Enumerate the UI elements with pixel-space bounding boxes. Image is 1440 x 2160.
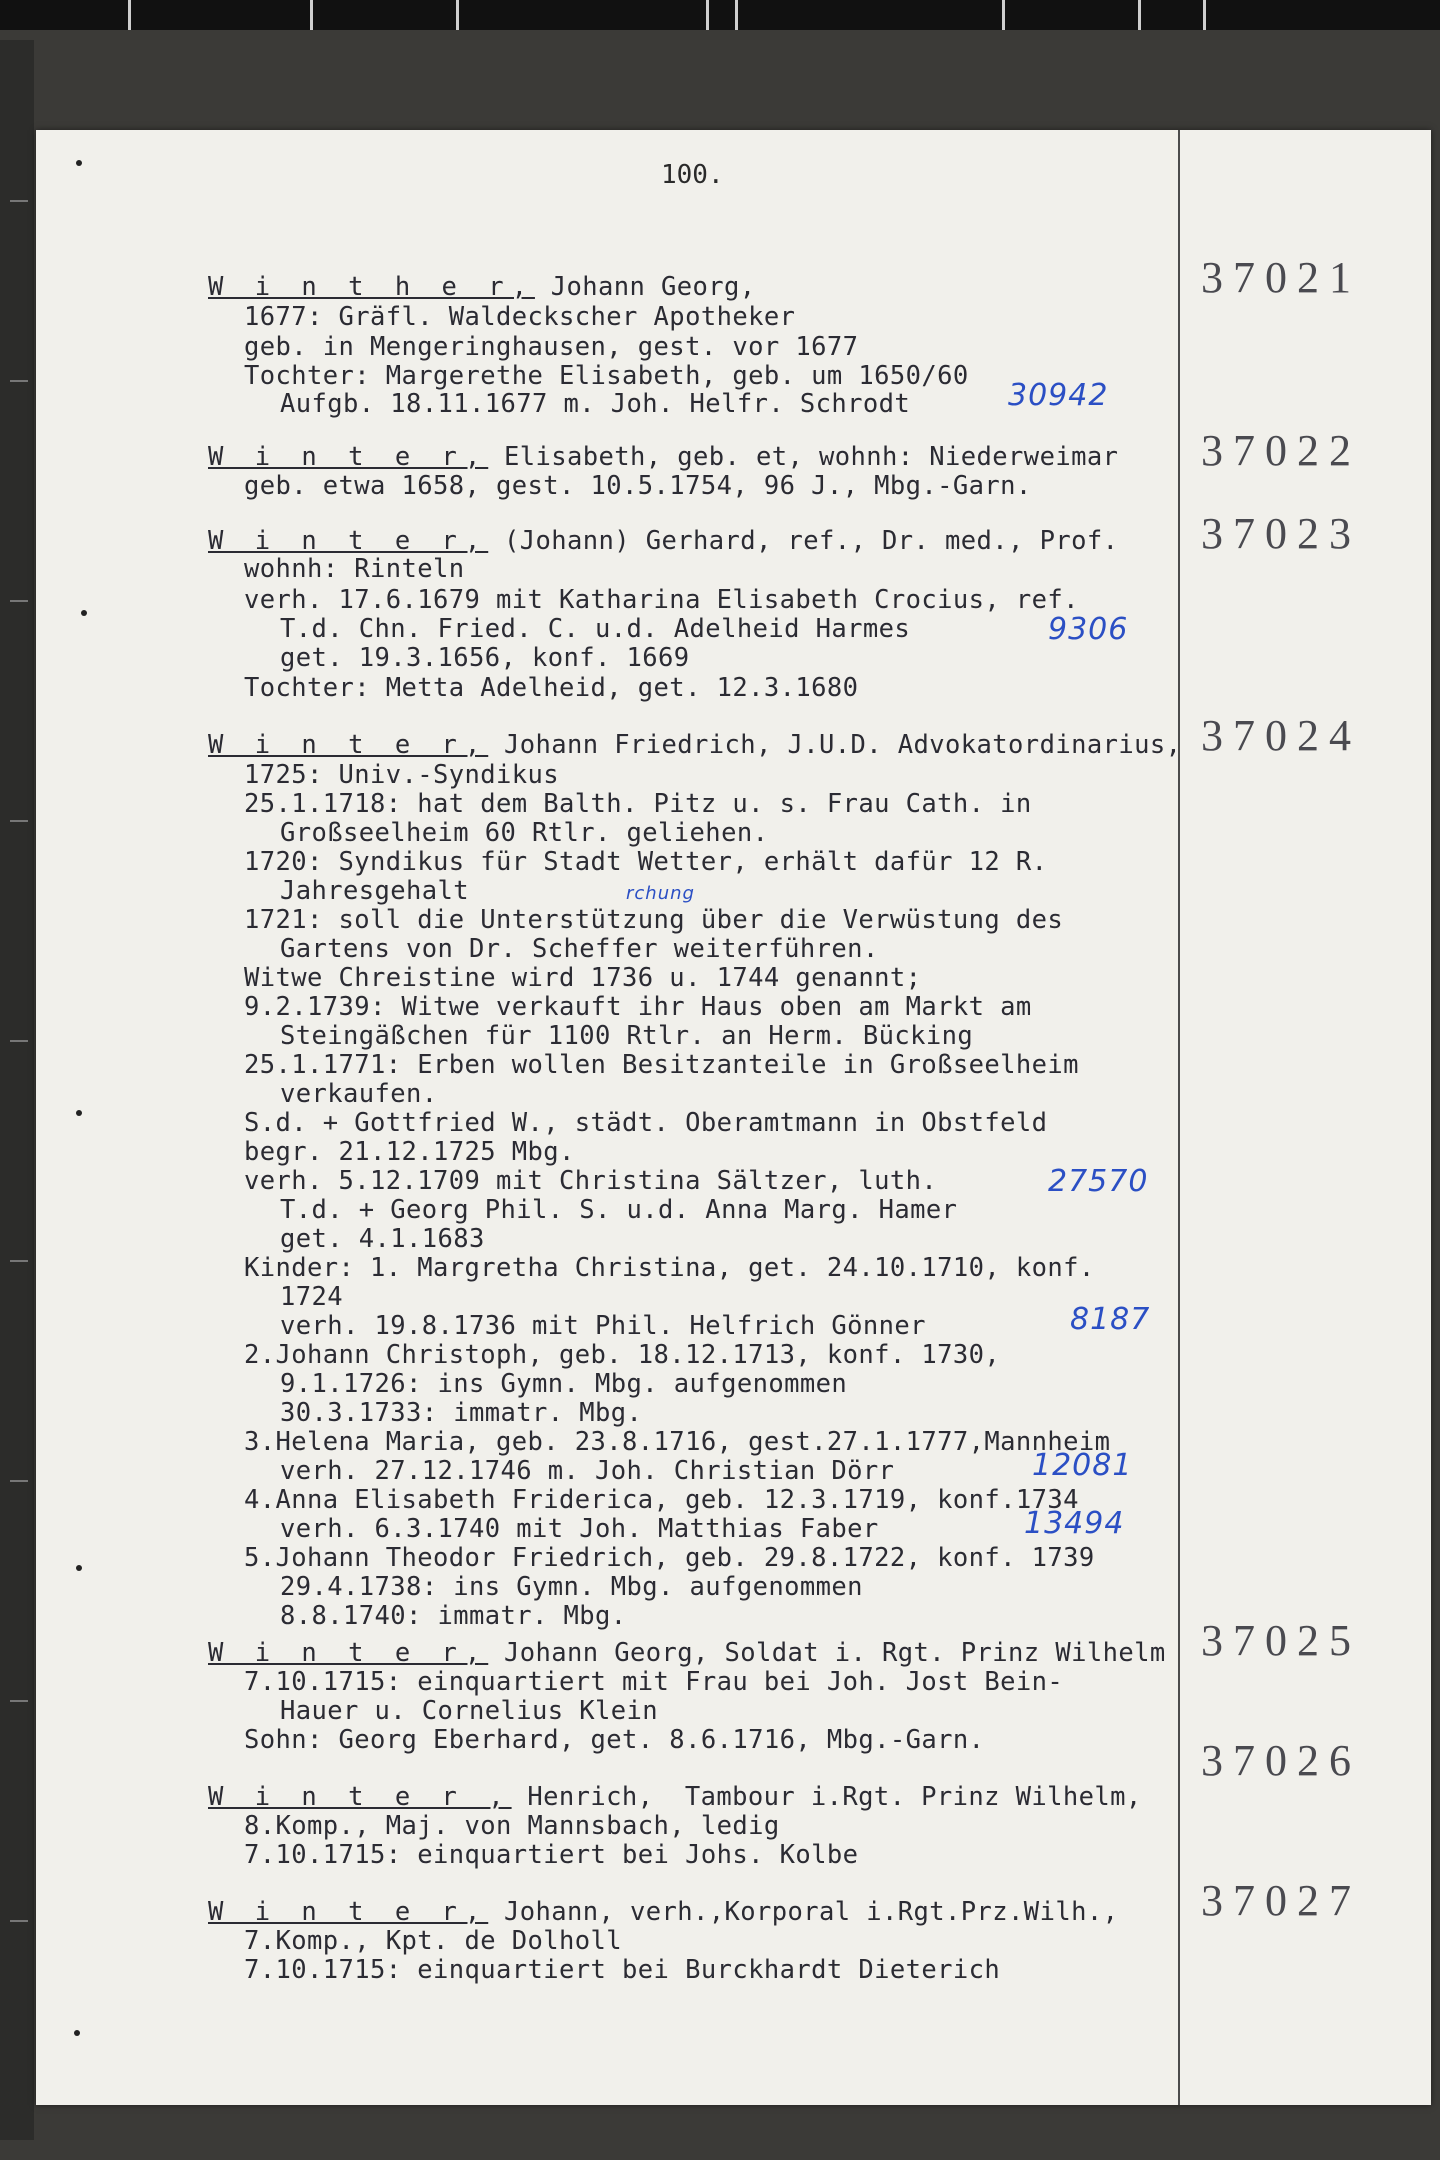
- entry-line: Großseelheim 60 Rtlr. geliehen.: [280, 818, 769, 848]
- film-tick: [128, 0, 131, 30]
- entry-line: verh. 27.12.1746 m. Joh. Christian Dörr: [280, 1456, 895, 1486]
- entry-line: Steingäßchen für 1100 Rtlr. an Herm. Bücking: [280, 1021, 974, 1051]
- given-name: Johann Friedrich, J.U.D. Advokatordinarius,: [488, 730, 1182, 760]
- entry-line: T.d. Chn. Fried. C. u.d. Adelheid Harmes: [280, 614, 911, 644]
- film-edge-left: [0, 40, 34, 2140]
- entry-line: 30.3.1733: immatr. Mbg.: [280, 1398, 643, 1428]
- handwritten-correction: rchung: [626, 883, 695, 904]
- entry-line: 7.Komp., Kpt. de Dolholl: [244, 1926, 623, 1956]
- punch-dot: [76, 1565, 82, 1571]
- handwritten-ref: 9306: [1048, 612, 1129, 647]
- handwritten-ref: 8187: [1070, 1302, 1151, 1337]
- punch-dot: [76, 1110, 82, 1116]
- punch-dot: [81, 610, 87, 616]
- film-tick: [706, 0, 709, 30]
- entry-line: S.d. + Gottfried W., städt. Oberamtmann in Obstfeld: [244, 1108, 1048, 1138]
- entry-heading: [208, 730, 1181, 760]
- entry-heading: [208, 1897, 1118, 1927]
- entry-line: 1725: Univ.-Syndikus: [244, 760, 560, 790]
- entry-line: Tochter: Margerethe Elisabeth, geb. um 1650/60: [244, 361, 969, 391]
- entry-line: T.d. + Georg Phil. S. u.d. Anna Marg. Hamer: [280, 1195, 958, 1225]
- film-tick: [1138, 0, 1141, 30]
- entry-heading: [208, 526, 1118, 556]
- entry-line: begr. 21.12.1725 Mbg.: [244, 1137, 575, 1167]
- film-tick: [1002, 0, 1005, 30]
- given-name: Johann, verh.,Korporal i.Rgt.Prz.Wilh.,: [488, 1897, 1119, 1927]
- entry-line: 1724: [280, 1282, 344, 1312]
- given-name: Elisabeth, geb. et, wohnh: Niederweimar: [488, 442, 1119, 472]
- entry-line: 1720: Syndikus für Stadt Wetter, erhält dafür 12 R.: [244, 847, 1048, 877]
- surname: W i n t e r,: [208, 730, 489, 760]
- entry-line: Sohn: Georg Eberhard, get. 8.6.1716, Mbg.-Garn.: [244, 1725, 985, 1755]
- entry-line: Kinder: 1. Margretha Christina, get. 24.10.1710, konf.: [244, 1253, 1095, 1283]
- film-tick: [456, 0, 459, 30]
- index-column-rule: [1178, 130, 1180, 2105]
- index-number: 37027: [1201, 1876, 1361, 1925]
- page-number: 100.: [661, 160, 724, 190]
- entry-line: 3.Helena Maria, geb. 23.8.1716, gest.27.1.1777,Mannheim: [244, 1427, 1111, 1457]
- film-strip-top: [0, 0, 1440, 30]
- film-tick: [1203, 0, 1206, 30]
- surname: W i n t e r,: [208, 1897, 489, 1927]
- entry-line: verkaufen.: [280, 1079, 438, 1109]
- entry-line: 7.10.1715: einquartiert bei Burckhardt Dieterich: [244, 1955, 1001, 1985]
- index-number: 37025: [1201, 1616, 1361, 1665]
- entry-line: Hauer u. Cornelius Klein: [280, 1696, 659, 1726]
- entry-line: geb. in Mengeringhausen, gest. vor 1677: [244, 332, 859, 362]
- entry-line: 2.Johann Christoph, geb. 18.12.1713, konf. 1730,: [244, 1340, 1001, 1370]
- entry-line: 1677: Gräfl. Waldeckscher Apotheker: [244, 302, 796, 332]
- entry-heading: [208, 442, 1118, 472]
- given-name: Johann Georg,: [534, 272, 756, 302]
- handwritten-ref: 27570: [1048, 1164, 1149, 1199]
- entry-line: 9.2.1739: Witwe verkauft ihr Haus oben am Markt am: [244, 992, 1032, 1022]
- entry-line: geb. etwa 1658, gest. 10.5.1754, 96 J., Mbg.-Garn.: [244, 471, 1032, 501]
- surname: W i n t e r,: [208, 442, 489, 472]
- handwritten-ref: 12081: [1032, 1448, 1133, 1483]
- entry-line: get. 19.3.1656, konf. 1669: [280, 643, 690, 673]
- entry-line: verh. 6.3.1740 mit Joh. Matthias Faber: [280, 1514, 879, 1544]
- punch-dot: [74, 2030, 80, 2036]
- entry-heading: [208, 1638, 1166, 1668]
- entry-line: Aufgb. 18.11.1677 m. Joh. Helfr. Schrodt: [280, 389, 911, 419]
- entry-line: verh. 5.12.1709 mit Christina Sältzer, luth.: [244, 1166, 938, 1196]
- entry-line: wohnh: Rinteln: [244, 554, 465, 584]
- entry-line: 25.1.1718: hat dem Balth. Pitz u. s. Frau Cath. in: [244, 789, 1032, 819]
- entry-line: 29.4.1738: ins Gymn. Mbg. aufgenommen: [280, 1572, 863, 1602]
- given-name: Johann Georg, Soldat i. Rgt. Prinz Wilhelm: [488, 1638, 1166, 1668]
- index-card-page: [36, 130, 1431, 2105]
- entry-line: 25.1.1771: Erben wollen Besitzanteile in Großseelheim: [244, 1050, 1079, 1080]
- index-number: 37022: [1201, 426, 1361, 475]
- entry-line: verh. 17.6.1679 mit Katharina Elisabeth Crocius, ref.: [244, 585, 1079, 615]
- handwritten-ref: 13494: [1024, 1506, 1125, 1541]
- entry-line: 8.Komp., Maj. von Mannsbach, ledig: [244, 1811, 780, 1841]
- index-number: 37026: [1201, 1736, 1361, 1785]
- entry-line: 9.1.1726: ins Gymn. Mbg. aufgenommen: [280, 1369, 848, 1399]
- entry-line: Gartens von Dr. Scheffer weiterführen.: [280, 934, 879, 964]
- entry-line: verh. 19.8.1736 mit Phil. Helfrich Gönner: [280, 1311, 926, 1341]
- entry-line: get. 4.1.1683: [280, 1224, 485, 1254]
- entry-line: 7.10.1715: einquartiert mit Frau bei Joh. Jost Bein-: [244, 1667, 1064, 1697]
- entry-heading: [208, 272, 755, 302]
- surname: W i n t h e r,: [208, 272, 535, 302]
- surname: W i n t e r ,: [208, 1782, 512, 1812]
- index-number: 37024: [1201, 711, 1361, 760]
- surname: W i n t e r,: [208, 526, 489, 556]
- surname: W i n t e r,: [208, 1638, 489, 1668]
- entry-heading: [208, 1782, 1142, 1812]
- film-tick: [310, 0, 313, 30]
- punch-dot: [76, 160, 82, 166]
- entry-line: 8.8.1740: immatr. Mbg.: [280, 1601, 627, 1631]
- given-name: (Johann) Gerhard, ref., Dr. med., Prof.: [488, 526, 1119, 556]
- given-name: Henrich, Tambour i.Rgt. Prinz Wilhelm,: [511, 1782, 1142, 1812]
- index-number: 37023: [1201, 509, 1361, 558]
- index-number: 37021: [1201, 253, 1361, 302]
- handwritten-ref: 30942: [1008, 378, 1109, 413]
- film-tick: [735, 0, 738, 30]
- entry-line: 4.Anna Elisabeth Friderica, geb. 12.3.1719, konf.1734: [244, 1485, 1079, 1515]
- entry-line: Jahresgehalt: [280, 876, 470, 906]
- entry-line: 1721: soll die Unterstützung über die Verwüstung des: [244, 905, 1064, 935]
- entry-line: 7.10.1715: einquartiert bei Johs. Kolbe: [244, 1840, 859, 1870]
- entry-line: 5.Johann Theodor Friedrich, geb. 29.8.1722, konf. 1739: [244, 1543, 1095, 1573]
- entry-line: Tochter: Metta Adelheid, get. 12.3.1680: [244, 673, 859, 703]
- entry-line: Witwe Chreistine wird 1736 u. 1744 genannt;: [244, 963, 922, 993]
